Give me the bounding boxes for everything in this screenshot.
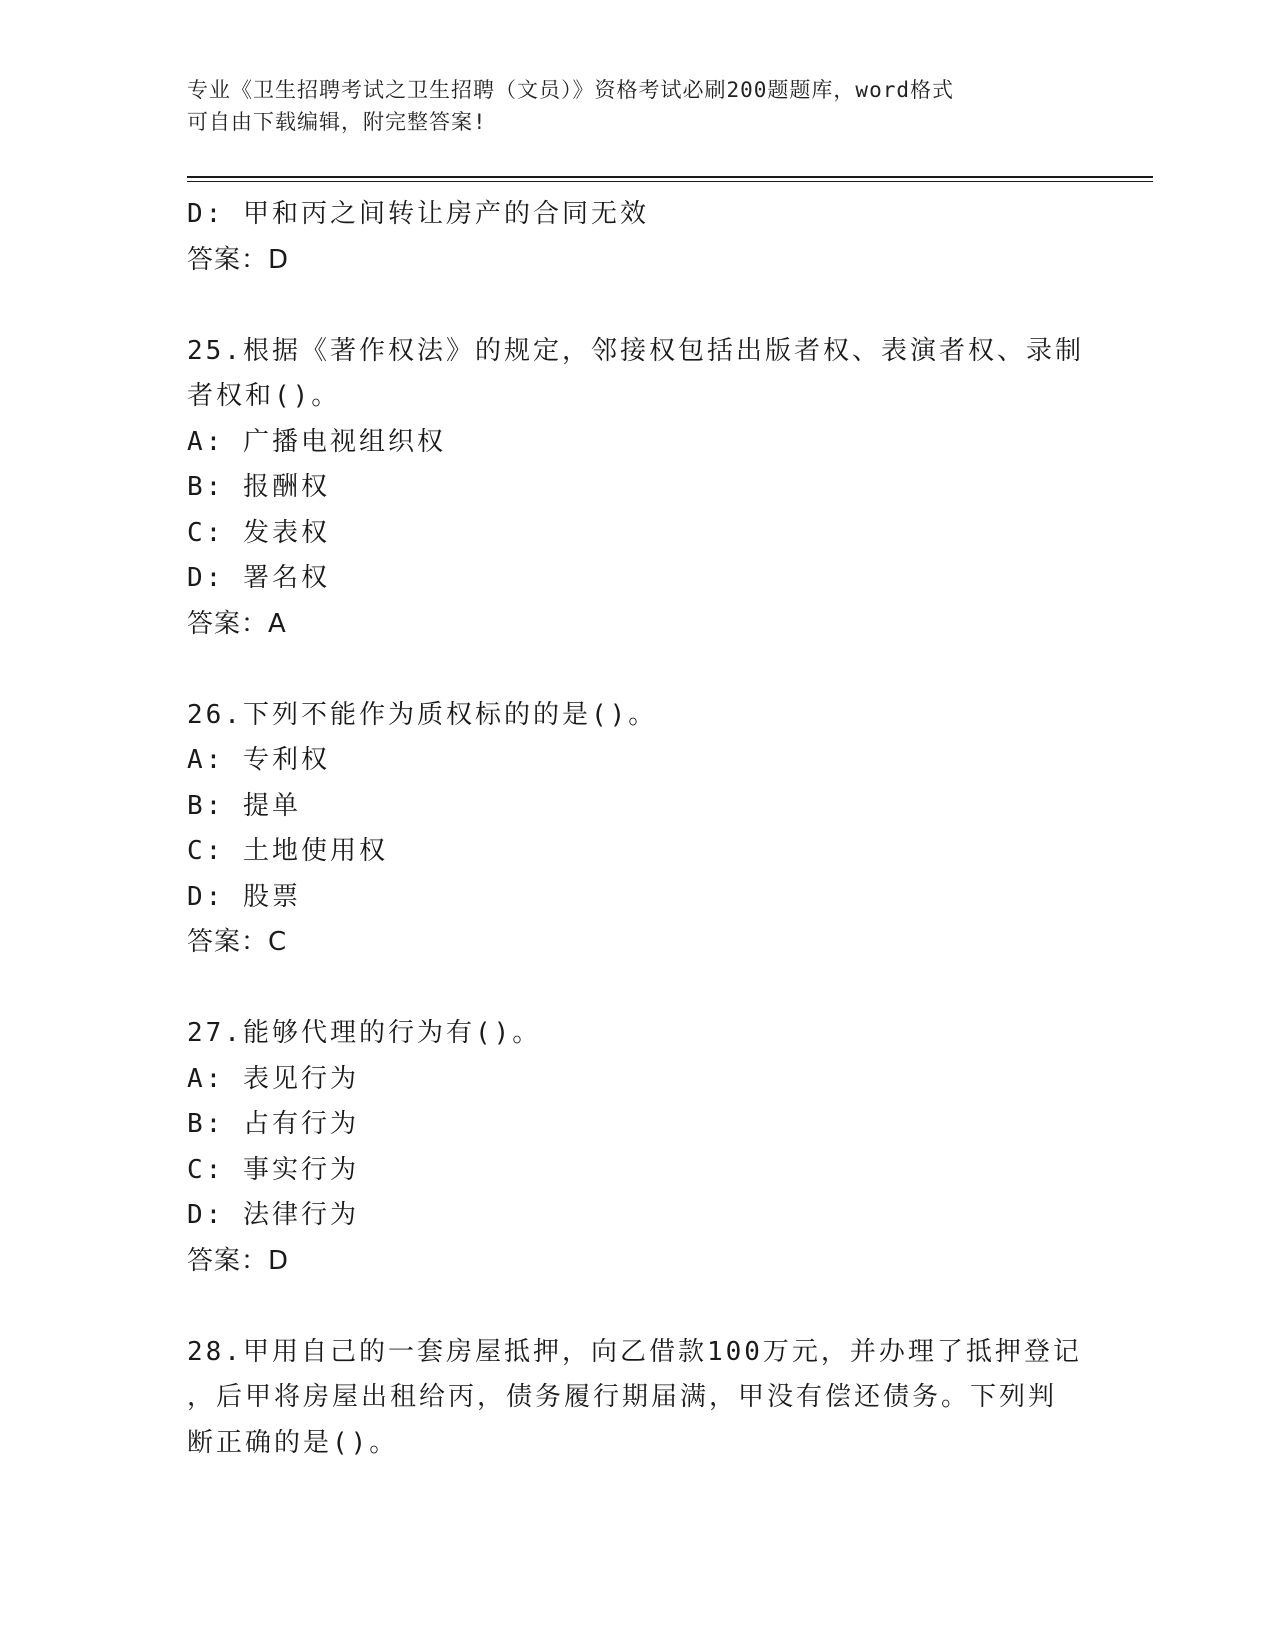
answer-line: 答案：A	[187, 608, 287, 639]
option-b: B: 提单	[187, 790, 301, 821]
answer-line: 答案：D	[187, 244, 290, 275]
option-c: C: 发表权	[187, 517, 330, 548]
header-line-2: 可自由下载编辑，附完整答案!	[187, 110, 487, 134]
option-d: D: 股票	[187, 881, 301, 912]
option-b: B: 占有行为	[187, 1109, 359, 1139]
header-divider-thin	[187, 181, 1153, 182]
question-stem-line: ，后甲将房屋出租给丙，债务履行期届满，甲没有偿还债务。下列判	[187, 1382, 1058, 1412]
question-stem-line: 26.下列不能作为质权标的的是()。	[187, 699, 658, 730]
option-c: C: 事实行为	[187, 1154, 359, 1185]
option-c: C: 土地使用权	[187, 836, 388, 866]
spacer	[187, 647, 1087, 693]
option-a: A: 广播电视组织权	[187, 426, 446, 457]
question-stem-line: 27.能够代理的行为有()。	[187, 1018, 542, 1048]
option-d: D: 甲和丙之间转让房产的合同无效	[187, 199, 649, 229]
answer-line: 答案：C	[187, 927, 288, 957]
question-stem-line: 28.甲用自己的一套房屋抵押，向乙借款100万元，并办理了抵押登记	[187, 1336, 1082, 1367]
option-a: A: 专利权	[187, 745, 330, 775]
question-25	[187, 329, 1087, 648]
question-stem-line: 者权和()。	[187, 381, 341, 411]
option-a: A: 表见行为	[187, 1063, 359, 1094]
question-26	[187, 693, 1087, 966]
option-b: B: 报酬权	[187, 472, 330, 502]
spacer	[187, 966, 1087, 1012]
document-header	[187, 74, 1067, 138]
question-27	[187, 1011, 1087, 1284]
spacer	[187, 1284, 1087, 1330]
answer-line: 答案：D	[187, 1245, 290, 1276]
question-fragment-24	[187, 192, 1087, 283]
option-d: D: 署名权	[187, 563, 330, 593]
header-divider-thick	[187, 176, 1153, 178]
option-d: D: 法律行为	[187, 1200, 359, 1230]
document-body	[187, 192, 1087, 1466]
question-28	[187, 1330, 1087, 1467]
header-line-1: 专业《卫生招聘考试之卫生招聘（文员）》资格考试必刷200题题库，word格式	[187, 78, 954, 102]
spacer	[187, 283, 1087, 329]
question-stem-line: 25.根据《著作权法》的规定，邻接权包括出版者权、表演者权、录制	[187, 335, 1084, 366]
question-stem-line: 断正确的是()。	[187, 1427, 399, 1458]
